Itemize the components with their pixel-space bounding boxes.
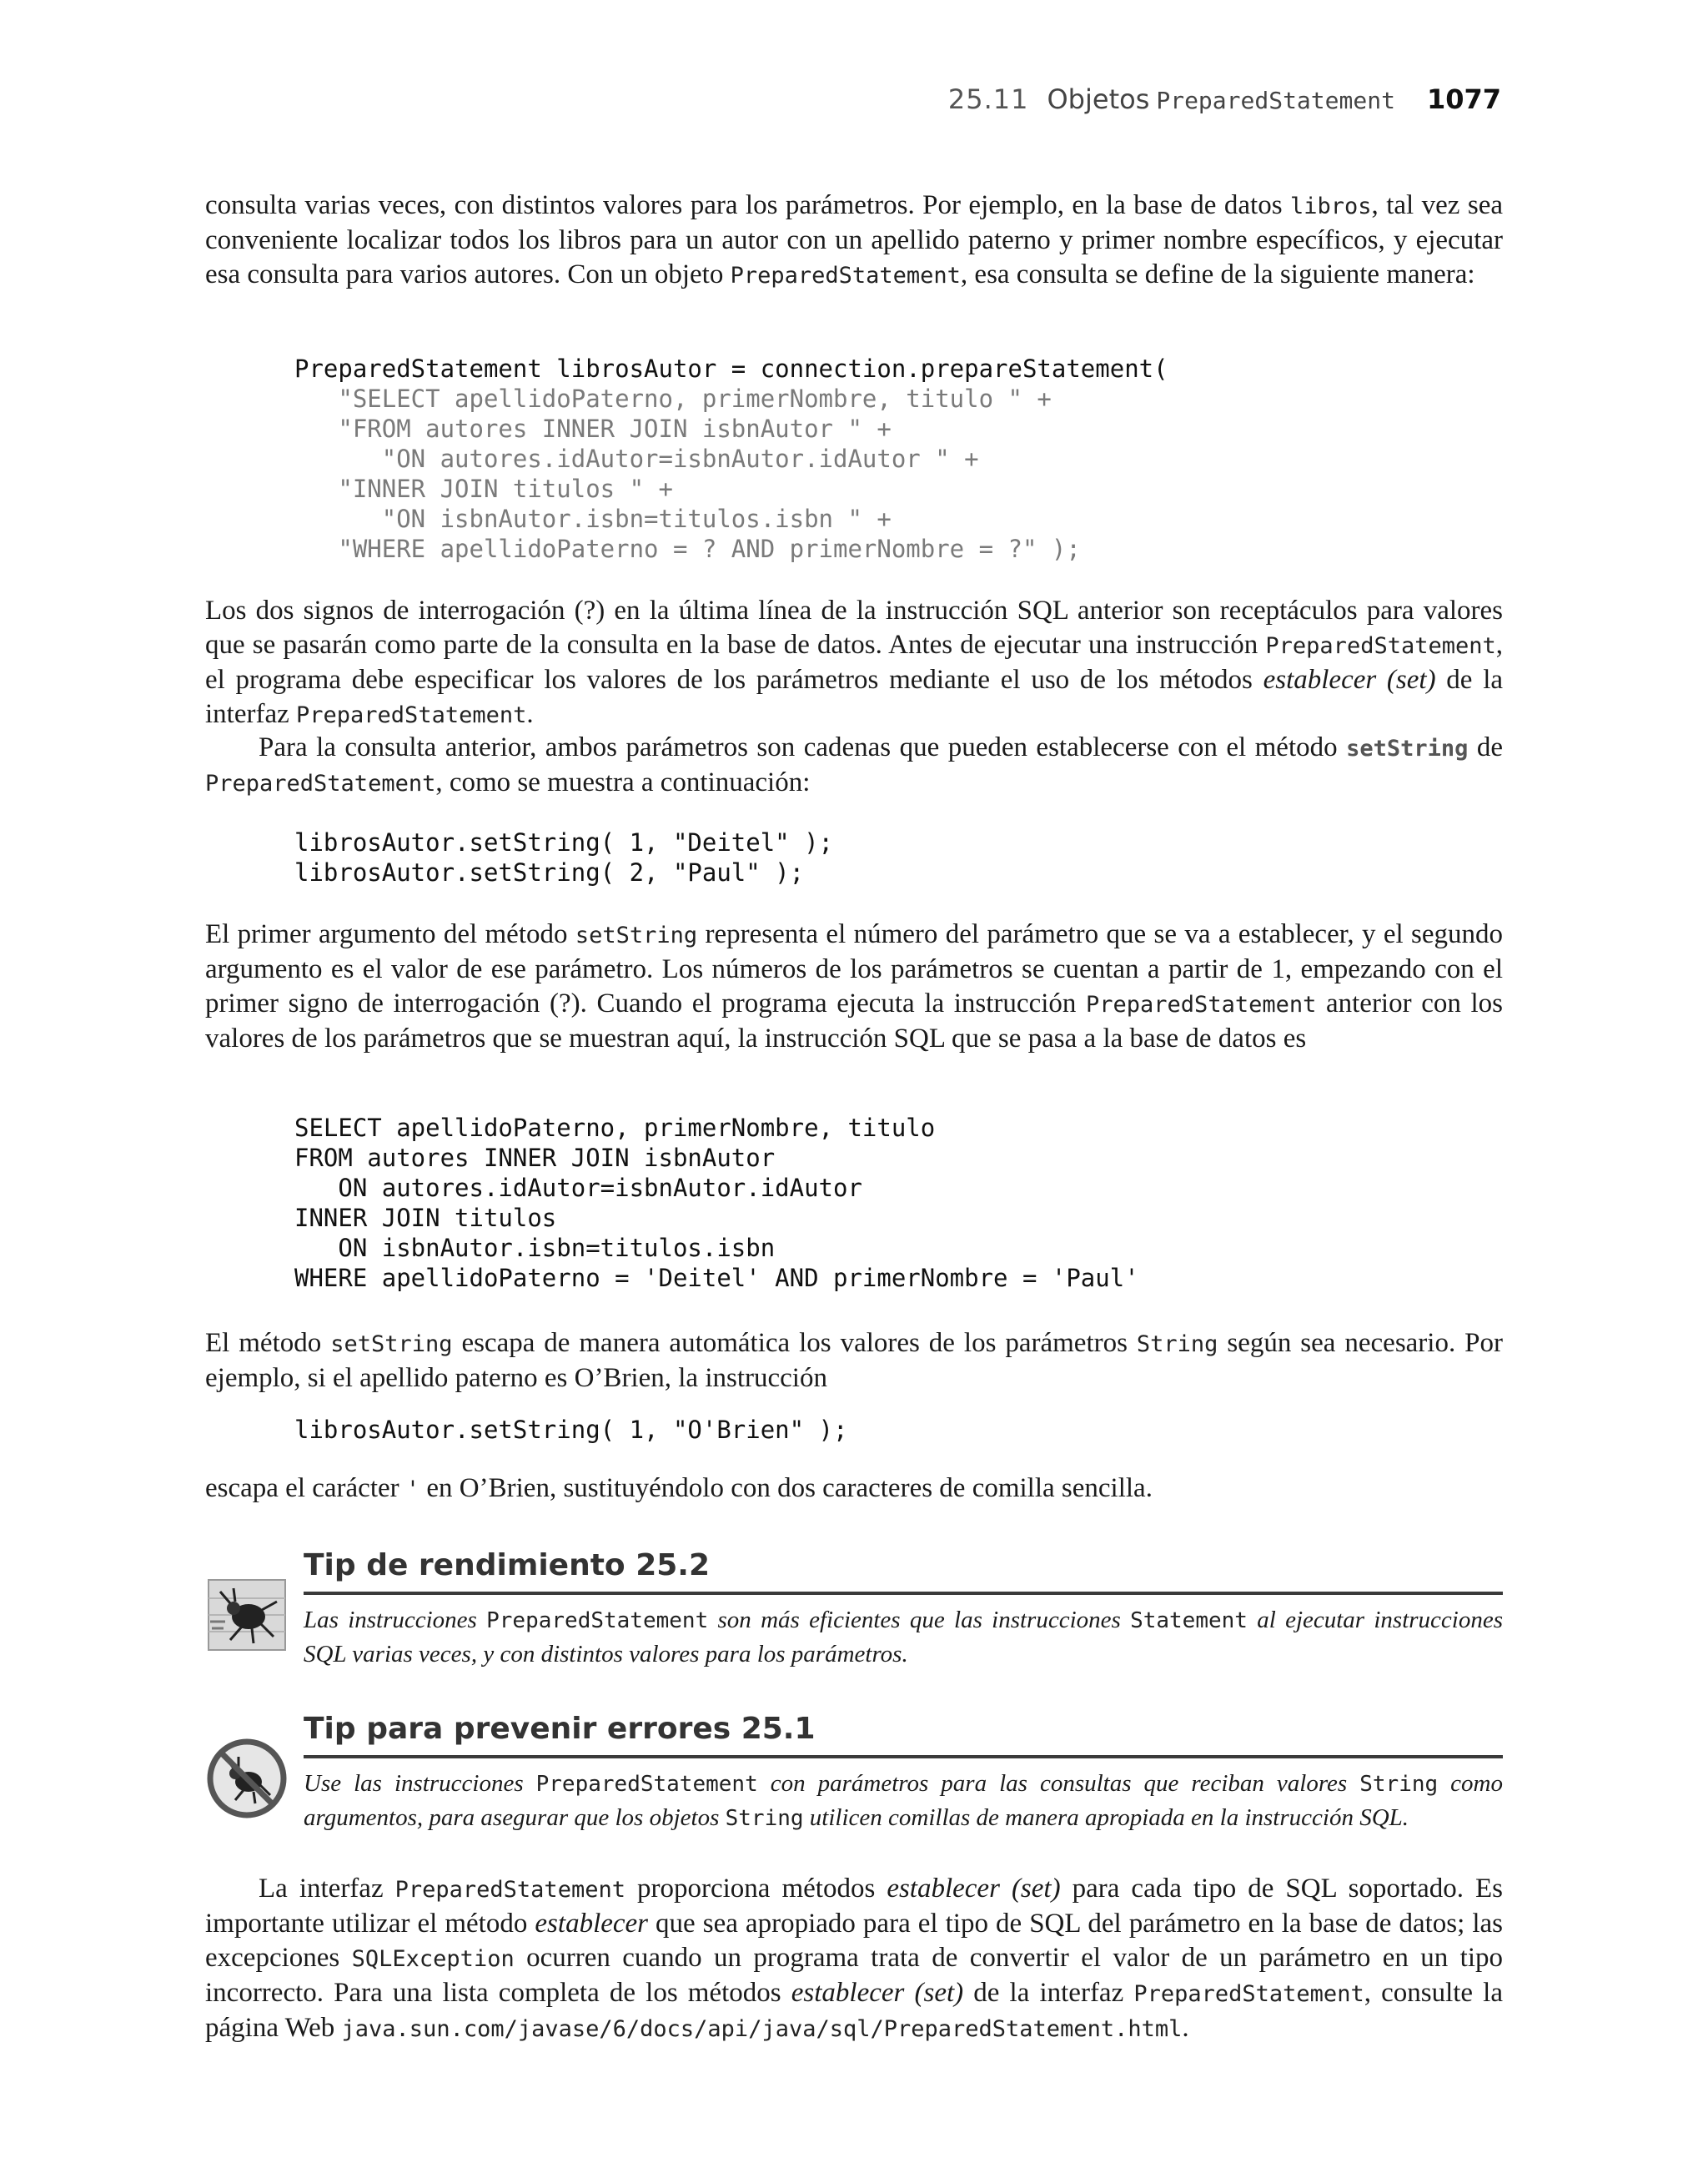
code-line: PreparedStatement librosAutor = connection.prepareStatement( (294, 355, 1168, 383)
section-number: 25.11 (947, 83, 1029, 115)
paragraph-placeholders: Los dos signos de interrogación (?) en la última línea de la instrucción SQL anterior son receptáculos para valores que se pasarán como parte de la consulta en la base de datos. Antes de ejecutar una instrucción PreparedStatement, el programa debe especificar los valores de los parámetros mediante el uso de los métodos establecer (set) de la interfaz PreparedStatement. (205, 596, 1504, 729)
page-number: 1077 (1426, 83, 1501, 115)
code-line: "FROM autores INNER JOIN isbnAutor " + (294, 415, 892, 443)
code-line: WHERE apellidoPaterno = 'Deitel' AND primerNombre = 'Paul' (294, 1264, 1139, 1292)
code-block-obrien (294, 1415, 847, 1445)
code-line: librosAutor.setString( 2, "Paul" ); (294, 858, 805, 887)
code-line: "INNER JOIN titulos " + (294, 475, 673, 503)
code-line: librosAutor.setString( 1, "Deitel" ); (294, 828, 834, 857)
paragraph-setstring: Para la consulta anterior, ambos parámetros son cadenas que pueden establecerse con el método setString de PreparedStatement, como se muestra a continuación: (205, 732, 1503, 797)
tip-title: Tip de rendimiento 25.2 (304, 1548, 711, 1582)
paragraph-argument: El primer argumento del método setString representa el número del parámetro que se va a establecer, y el segundo argumento es el valor de ese parámetro. Los números de los parámetros se cuentan a partir de 1, empezando con el primer signo de interrogación (?). Cuando el programa ejecuta la instrucción PreparedStatement anterior con los valores de los parámetros que se muestran aquí, la instrucción SQL que se pasa a la base de datos es (205, 919, 1503, 1054)
tip-body: Las instrucciones PreparedStatement son más eficientes que las instrucciones Statement al ejecutar instrucciones SQL varias veces, y con distintos valores para los parámetros. (304, 1607, 1504, 1667)
section-title: Objetos (1047, 83, 1150, 115)
code-line: "SELECT apellidoPaterno, primerNombre, titulo " + (294, 385, 1052, 413)
section-title-code: PreparedStatement (1156, 87, 1395, 114)
performance-bug-icon (205, 1573, 289, 1657)
running-head (948, 83, 1501, 115)
code-block-setstring (294, 827, 833, 888)
tip-rule (304, 1592, 1503, 1595)
code-line: FROM autores INNER JOIN isbnAutor (294, 1144, 776, 1172)
paragraph-intro: consulta varias veces, con distintos valores para los parámetros. Por ejemplo, en la base de datos libros, tal vez sea conveniente localizar todos los libros para un autor con un apellido paterno y primer nombre específicos, y ejecutar esa consulta para varios autores. Con un objeto PreparedStatement, esa consulta se define de la siguiente manera: (205, 190, 1503, 289)
paragraph-set-methods: La interfaz PreparedStatement proporciona métodos establecer (set) para cada tipo de SQL soportado. Es importante utilizar el método establecer que sea apropiado para el tipo de SQL del parámetro en la base de datos; las excepciones SQLException ocurren cuando un programa trata de convertir el valor de un parámetro en un tipo incorrecto. Para una lista completa de los métodos establecer (set) de la interfaz PreparedStatement, consulte la página Web java.sun.com/javase/6/docs/api/java/sql/PreparedStatement.html. (205, 1874, 1503, 2043)
paragraph-escape-result: escapa el carácter ' en O’Brien, sustituyéndolo con dos caracteres de comilla sencilla. (205, 1473, 1153, 1503)
code-line: SELECT apellidoPaterno, primerNombre, titulo (294, 1114, 936, 1142)
paragraph-escape: El método setString escapa de manera automática los valores de los parámetros String según sea necesario. Por ejemplo, si el apellido paterno es O’Brien, la instrucción (205, 1328, 1503, 1393)
code-line: ON isbnAutor.isbn=titulos.isbn (294, 1234, 776, 1262)
code-line: ON autores.idAutor=isbnAutor.idAutor (294, 1174, 862, 1202)
code-line: "WHERE apellidoPaterno = ? AND primerNombre = ?" ); (294, 535, 1081, 563)
tip-body: Use las instrucciones PreparedStatement con parámetros para las consultas que reciban valores String como argumentos, para asegurar que los objetos String utilicen comillas de manera apropiada en la instrucción SQL. (304, 1770, 1503, 1831)
code-line: librosAutor.setString( 1, "O'Brien" ); (294, 1416, 848, 1444)
no-bug-icon (205, 1737, 289, 1820)
code-block-sql (294, 1113, 1139, 1293)
code-line: INNER JOIN titulos (294, 1204, 557, 1232)
tip-rule (304, 1755, 1503, 1758)
code-block-prepare-statement (294, 354, 1168, 564)
tip-title: Tip para prevenir errores 25.1 (304, 1712, 816, 1746)
code-line: "ON autores.idAutor=isbnAutor.idAutor " + (294, 445, 979, 473)
code-line: "ON isbnAutor.isbn=titulos.isbn " + (294, 505, 892, 533)
